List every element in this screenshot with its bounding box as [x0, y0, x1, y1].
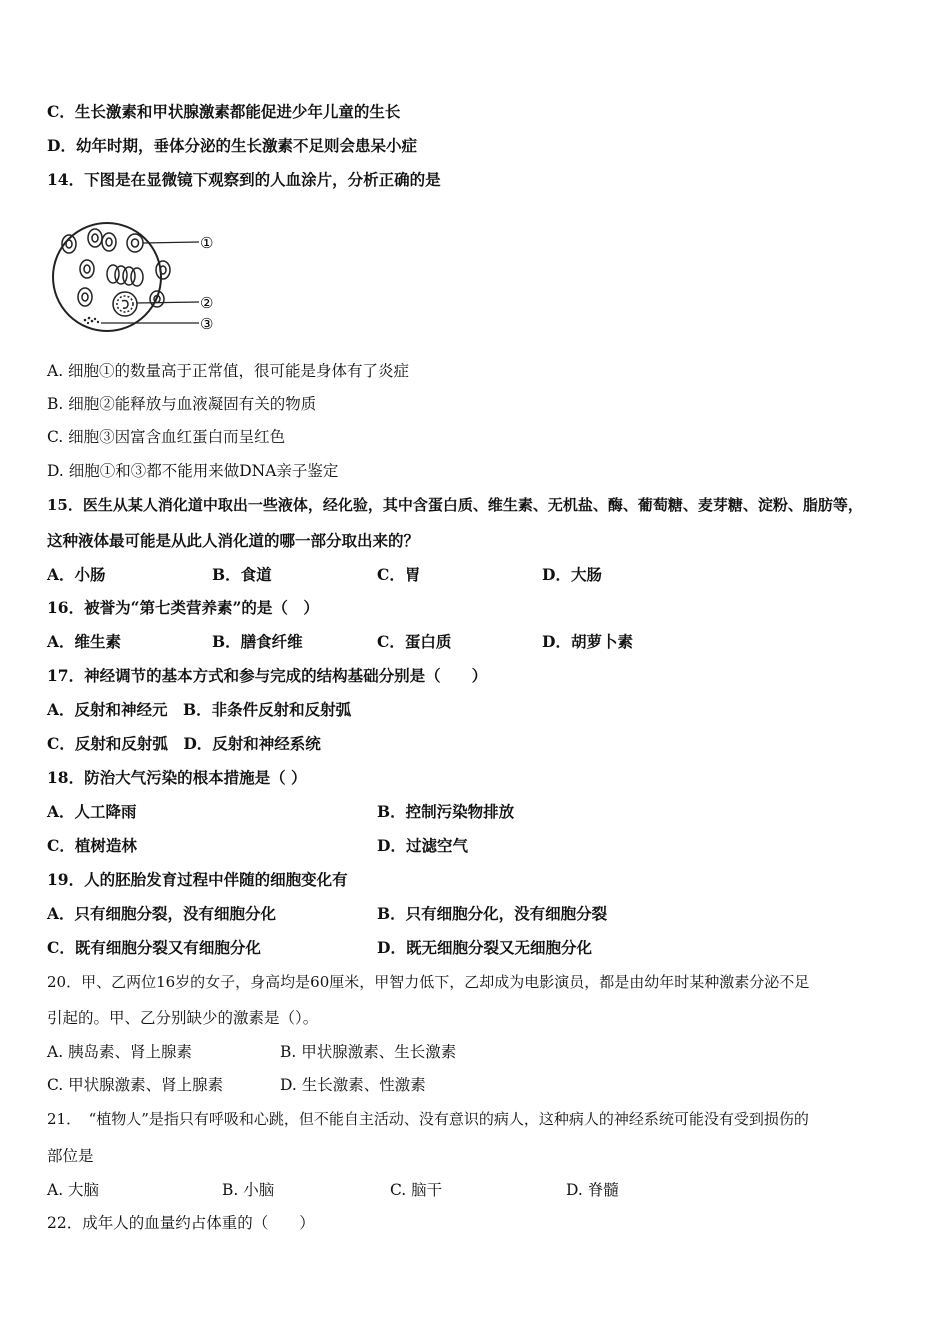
q21-option-b: B. 小脑	[222, 1181, 275, 1199]
q14-option-b: B. 细胞②能释放与血液凝固有关的物质	[47, 395, 317, 413]
q15-stem-line2: 这种液体最可能是从此人消化道的哪一部分取出来的？	[47, 531, 420, 550]
q18-option-c: C．植树造林	[47, 836, 137, 855]
q17-options-cd: C．反射和反射弧 D．反射和神经系统	[47, 734, 321, 753]
q14-option-c: C. 细胞③因富含血红蛋白而呈红色	[47, 428, 286, 446]
q20-stem-line2: 引起的。甲、乙分别缺少的激素是（）。	[47, 1009, 319, 1027]
q14-option-d: D. 细胞①和③都不能用来做DNA亲子鉴定	[47, 462, 339, 480]
q20-stem-line1: 20．甲、乙两位16岁的女子，身高均是60厘米，甲智力低下，乙却成为电影演员，都是由幼年时某种激素分泌不足	[47, 973, 810, 991]
figure-label-1: ①	[200, 234, 214, 252]
q19-option-c: C．既有细胞分裂又有细胞分化	[47, 938, 261, 957]
q17-stem: 17．神经调节的基本方式和参与完成的结构基础分别是（ ）	[47, 666, 488, 685]
q21-stem-line1: 21． “植物人”是指只有呼吸和心跳，但不能自主活动、没有意识的病人，这种病人的神经系统可能没有受到损伤的	[47, 1110, 809, 1128]
q20-option-c: C. 甲状腺激素、肾上腺素	[47, 1076, 224, 1094]
q15-option-a: A．小肠	[47, 565, 106, 584]
q17-options-ab: A．反射和神经元 B．非条件反射和反射弧	[47, 700, 352, 719]
q21-stem-line2: 部位是	[47, 1147, 94, 1165]
q16-option-c: C．蛋白质	[377, 632, 452, 651]
q16-option-a: A．维生素	[47, 632, 122, 651]
q18-option-d: D．过滤空气	[377, 836, 468, 855]
blood-smear-figure	[45, 222, 225, 337]
q21-option-c: C. 脑干	[390, 1181, 443, 1199]
q22-stem: 22．成年人的血量约占体重的（ ）	[47, 1214, 315, 1232]
q18-option-b: B．控制污染物排放	[377, 802, 515, 821]
q21-option-d: D. 脊髓	[566, 1181, 619, 1199]
figure-label-3: ③	[200, 315, 214, 333]
q13-option-d: D．幼年时期，垂体分泌的生长激素不足则会患呆小症	[47, 136, 417, 155]
q15-option-b: B．食道	[212, 565, 272, 584]
figure-label-2: ②	[200, 294, 214, 312]
q14-stem: 14．下图是在显微镜下观察到的人血涂片，分析正确的是	[47, 170, 441, 189]
q19-option-b: B．只有细胞分化，没有细胞分裂	[377, 904, 608, 923]
q16-option-b: B．膳食纤维	[212, 632, 303, 651]
q20-option-b: B. 甲状腺激素、生长激素	[280, 1043, 457, 1061]
q14-option-a: A. 细胞①的数量高于正常值，很可能是身体有了炎症	[47, 362, 410, 380]
q19-option-a: A．只有细胞分裂，没有细胞分化	[47, 904, 277, 923]
q19-option-d: D．既无细胞分裂又无细胞分化	[377, 938, 592, 957]
q15-stem-line1: 15．医生从某人消化道中取出一些液体，经化验，其中含蛋白质、维生素、无机盐、酶、葡萄糖、麦芽糖、淀粉、脂肪等，	[47, 496, 863, 514]
q15-option-c: C．胃	[377, 565, 421, 584]
q21-option-a: A. 大脑	[47, 1181, 100, 1199]
q18-option-a: A．人工降雨	[47, 802, 137, 821]
q19-stem: 19．人的胚胎发育过程中伴随的细胞变化有	[47, 870, 348, 889]
q13-option-c: C．生长激素和甲状腺激素都能促进少年儿童的生长	[47, 102, 401, 121]
q20-option-d: D. 生长激素、性激素	[280, 1076, 426, 1094]
q20-option-a: A. 胰岛素、肾上腺素	[47, 1043, 193, 1061]
q15-option-d: D．大肠	[542, 565, 602, 584]
q18-stem: 18．防治大气污染的根本措施是（ ）	[47, 768, 307, 787]
q16-stem: 16．被誉为“第七类营养素”的是（ ）	[47, 598, 319, 617]
q16-option-d: D．胡萝卜素	[542, 632, 633, 651]
